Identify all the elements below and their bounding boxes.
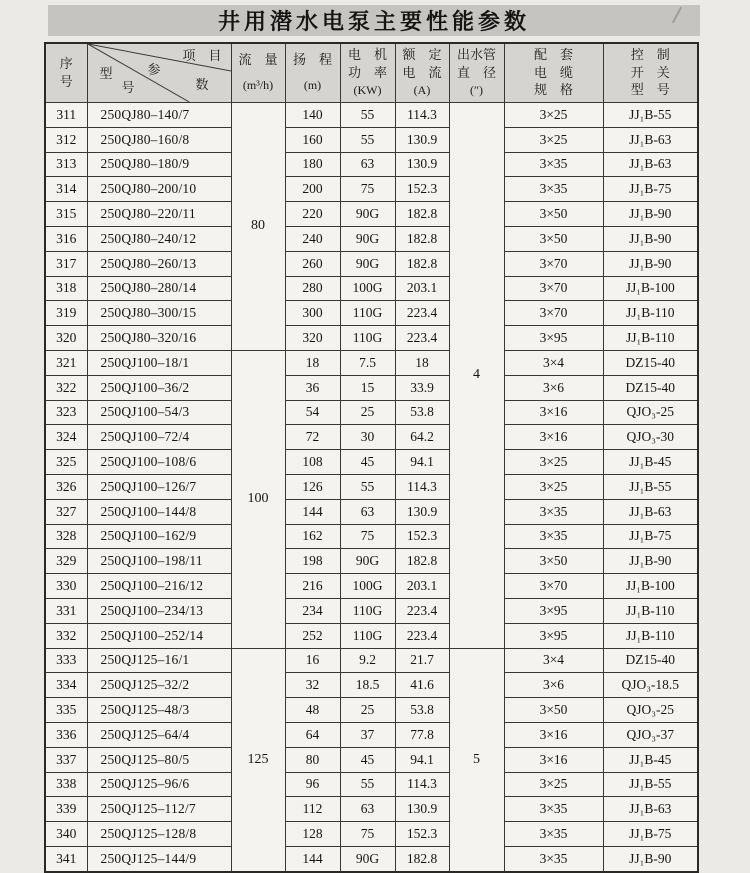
header-line: 规 格 [533, 81, 573, 97]
cell-model: 250QJ100–216/12 [87, 574, 231, 599]
cell-cable: 3×25 [504, 127, 603, 152]
cell-current: 130.9 [395, 127, 449, 152]
cell-current: 182.8 [395, 846, 449, 871]
cell-model: 250QJ125–48/3 [87, 698, 231, 723]
header-flow [231, 43, 285, 103]
cell-switch: JJ₁B-110 [603, 598, 698, 623]
cell-current: 182.8 [395, 251, 449, 276]
cell-serial: 325 [45, 450, 87, 475]
cell-model: 250QJ80–300/15 [87, 301, 231, 326]
cell-serial: 329 [45, 549, 87, 574]
cell-switch: QJO₃-25 [603, 400, 698, 425]
cell-current: 41.6 [395, 673, 449, 698]
cell-serial: 335 [45, 698, 87, 723]
table-row [45, 375, 698, 400]
cell-model: 250QJ80–160/8 [87, 127, 231, 152]
cell-cable: 3×50 [504, 549, 603, 574]
cell-serial: 324 [45, 425, 87, 450]
table-row [45, 226, 698, 251]
cell-head: 198 [285, 549, 340, 574]
cell-switch: JJ₁B-100 [603, 574, 698, 599]
cell-power: 15 [340, 375, 395, 400]
cell-switch: QJO₃-18.5 [603, 673, 698, 698]
cell-switch: DZ15-40 [603, 375, 698, 400]
cell-power: 110G [340, 301, 395, 326]
cell-power: 55 [340, 127, 395, 152]
table-row [45, 251, 698, 276]
cell-cable: 3×25 [504, 474, 603, 499]
cell-head: 180 [285, 152, 340, 177]
cell-model: 250QJ125–32/2 [87, 673, 231, 698]
cell-switch: JJ₁B-75 [603, 822, 698, 847]
cell-head: 220 [285, 202, 340, 227]
header-line: 电 流 [402, 65, 442, 81]
cell-current: 223.4 [395, 301, 449, 326]
cell-cable: 3×16 [504, 400, 603, 425]
cell-current: 182.8 [395, 226, 449, 251]
cell-serial: 311 [45, 103, 87, 128]
cell-current: 130.9 [395, 152, 449, 177]
diagonal-label-model1: 型 [99, 66, 113, 81]
cell-cable: 3×4 [504, 350, 603, 375]
cell-head: 144 [285, 846, 340, 871]
cell-power: 100G [340, 276, 395, 301]
cell-model: 250QJ80–260/13 [87, 251, 231, 276]
cell-model: 250QJ125–128/8 [87, 822, 231, 847]
header-line: 电 缆 [533, 64, 573, 80]
cell-flow: 80 [231, 103, 285, 351]
header-line: 出水管 [456, 47, 496, 63]
cell-current: 94.1 [395, 450, 449, 475]
cell-serial: 340 [45, 822, 87, 847]
cell-switch: JJ₁B-63 [603, 152, 698, 177]
table-row [45, 772, 698, 797]
cell-current: 64.2 [395, 425, 449, 450]
header-switch [603, 43, 698, 103]
cell-model: 250QJ80–320/16 [87, 326, 231, 351]
cell-power: 110G [340, 598, 395, 623]
table-row [45, 722, 698, 747]
table-row [45, 673, 698, 698]
diagonal-label-param2: 数 [195, 77, 209, 92]
cell-power: 110G [340, 623, 395, 648]
cell-current: 130.9 [395, 499, 449, 524]
cell-model: 250QJ125–80/5 [87, 747, 231, 772]
table-row [45, 474, 698, 499]
cell-cable: 3×16 [504, 722, 603, 747]
pump-parameters-table [44, 42, 699, 873]
header-model-diagonal [87, 43, 231, 103]
table-row [45, 499, 698, 524]
cell-power: 110G [340, 326, 395, 351]
table-row [45, 103, 698, 128]
cell-model: 250QJ125–64/4 [87, 722, 231, 747]
header-line: 额 定 [402, 47, 442, 63]
cell-head: 96 [285, 772, 340, 797]
cell-current: 114.3 [395, 103, 449, 128]
cell-switch: JJ₁B-75 [603, 524, 698, 549]
table-row [45, 623, 698, 648]
cell-current: 77.8 [395, 722, 449, 747]
table-body [45, 103, 698, 872]
header-line: 号 [59, 73, 73, 89]
cell-current: 182.8 [395, 202, 449, 227]
cell-model: 250QJ100–126/7 [87, 474, 231, 499]
cell-power: 90G [340, 251, 395, 276]
cell-cable: 3×25 [504, 772, 603, 797]
cell-cable: 3×35 [504, 822, 603, 847]
cell-power: 18.5 [340, 673, 395, 698]
cell-switch: JJ₁B-63 [603, 797, 698, 822]
cell-head: 234 [285, 598, 340, 623]
cell-current: 53.8 [395, 400, 449, 425]
cell-serial: 341 [45, 846, 87, 871]
cell-switch: JJ₁B-100 [603, 276, 698, 301]
cell-model: 250QJ100–234/13 [87, 598, 231, 623]
cell-power: 45 [340, 450, 395, 475]
cell-serial: 315 [45, 202, 87, 227]
cell-current: 203.1 [395, 276, 449, 301]
table-row [45, 797, 698, 822]
cell-model: 250QJ125–96/6 [87, 772, 231, 797]
cell-model: 250QJ100–252/14 [87, 623, 231, 648]
cell-serial: 314 [45, 177, 87, 202]
table-row [45, 574, 698, 599]
cell-power: 100G [340, 574, 395, 599]
cell-switch: JJ₁B-90 [603, 846, 698, 871]
cell-switch: JJ₁B-55 [603, 474, 698, 499]
cell-current: 223.4 [395, 598, 449, 623]
cell-switch: JJ₁B-55 [603, 772, 698, 797]
cell-serial: 332 [45, 623, 87, 648]
cell-current: 152.3 [395, 822, 449, 847]
cell-serial: 319 [45, 301, 87, 326]
cell-model: 250QJ80–200/10 [87, 177, 231, 202]
cell-head: 240 [285, 226, 340, 251]
table-row [45, 202, 698, 227]
header-line: 流 量 [238, 51, 278, 67]
table-row [45, 350, 698, 375]
cell-power: 63 [340, 797, 395, 822]
cell-switch: JJ₁B-75 [603, 177, 698, 202]
header-line: 控 制 [630, 47, 670, 63]
cell-current: 223.4 [395, 623, 449, 648]
cell-current: 182.8 [395, 549, 449, 574]
cell-model: 250QJ80–280/14 [87, 276, 231, 301]
header-head [285, 43, 340, 103]
cell-serial: 327 [45, 499, 87, 524]
header-outlet-diameter [449, 43, 504, 103]
table-row [45, 822, 698, 847]
table-row [45, 276, 698, 301]
cell-serial: 313 [45, 152, 87, 177]
cell-model: 250QJ80–240/12 [87, 226, 231, 251]
cell-serial: 331 [45, 598, 87, 623]
cell-head: 72 [285, 425, 340, 450]
header-line: 电 机 [347, 47, 387, 63]
table-row [45, 425, 698, 450]
cell-switch: JJ₁B-110 [603, 623, 698, 648]
cell-current: 94.1 [395, 747, 449, 772]
cell-cable: 3×95 [504, 623, 603, 648]
cell-cable: 3×35 [504, 797, 603, 822]
cell-serial: 312 [45, 127, 87, 152]
header-current [395, 43, 449, 103]
cell-switch: QJO₃-37 [603, 722, 698, 747]
cell-head: 128 [285, 822, 340, 847]
cell-model: 250QJ125–112/7 [87, 797, 231, 822]
table-row [45, 747, 698, 772]
cell-serial: 326 [45, 474, 87, 499]
cell-switch: JJ₁B-63 [603, 127, 698, 152]
table-row [45, 301, 698, 326]
header-line: 序 [59, 55, 73, 71]
cell-power: 25 [340, 698, 395, 723]
cell-power: 37 [340, 722, 395, 747]
cell-head: 252 [285, 623, 340, 648]
cell-model: 250QJ100–162/9 [87, 524, 231, 549]
cell-serial: 321 [45, 350, 87, 375]
cell-head: 32 [285, 673, 340, 698]
cell-power: 55 [340, 474, 395, 499]
cell-current: 114.3 [395, 772, 449, 797]
header-row [45, 43, 698, 103]
cell-serial: 337 [45, 747, 87, 772]
cell-cable: 3×16 [504, 425, 603, 450]
cell-cable: 3×50 [504, 202, 603, 227]
cell-serial: 334 [45, 673, 87, 698]
cell-cable: 3×95 [504, 326, 603, 351]
cell-power: 9.2 [340, 648, 395, 673]
cell-head: 140 [285, 103, 340, 128]
cell-current: 33.9 [395, 375, 449, 400]
cell-power: 55 [340, 772, 395, 797]
cell-cable: 3×25 [504, 103, 603, 128]
cell-cable: 3×25 [504, 450, 603, 475]
header-unit: (m) [303, 78, 322, 93]
header-line: 开 关 [630, 64, 670, 80]
cell-head: 126 [285, 474, 340, 499]
cell-current: 130.9 [395, 797, 449, 822]
cell-cable: 3×4 [504, 648, 603, 673]
cell-switch: JJ₁B-110 [603, 301, 698, 326]
cell-switch: QJO₃-25 [603, 698, 698, 723]
cell-head: 80 [285, 747, 340, 772]
cell-head: 36 [285, 375, 340, 400]
cell-serial: 336 [45, 722, 87, 747]
cell-outlet-diameter: 5 [449, 648, 504, 872]
cell-switch: DZ15-40 [603, 648, 698, 673]
cell-cable: 3×50 [504, 226, 603, 251]
cell-model: 250QJ100–36/2 [87, 375, 231, 400]
cell-power: 55 [340, 103, 395, 128]
cell-switch: JJ₁B-63 [603, 499, 698, 524]
cell-outlet-diameter: 4 [449, 103, 504, 649]
cell-head: 216 [285, 574, 340, 599]
table-row [45, 846, 698, 871]
cell-cable: 3×16 [504, 747, 603, 772]
cell-switch: QJO₃-30 [603, 425, 698, 450]
cell-current: 152.3 [395, 524, 449, 549]
table-row [45, 549, 698, 574]
cell-head: 162 [285, 524, 340, 549]
cell-serial: 339 [45, 797, 87, 822]
cell-head: 144 [285, 499, 340, 524]
cell-switch: JJ₁B-90 [603, 251, 698, 276]
header-power [340, 43, 395, 103]
cell-cable: 3×35 [504, 846, 603, 871]
cell-head: 160 [285, 127, 340, 152]
cell-power: 90G [340, 226, 395, 251]
header-line: 型 号 [630, 81, 670, 97]
cell-cable: 3×70 [504, 251, 603, 276]
cell-head: 64 [285, 722, 340, 747]
cell-head: 280 [285, 276, 340, 301]
cell-model: 250QJ125–144/9 [87, 846, 231, 871]
cell-cable: 3×70 [504, 301, 603, 326]
cell-head: 320 [285, 326, 340, 351]
cell-serial: 333 [45, 648, 87, 673]
cell-serial: 320 [45, 326, 87, 351]
cell-head: 48 [285, 698, 340, 723]
cell-head: 108 [285, 450, 340, 475]
cell-switch: JJ₁B-90 [603, 549, 698, 574]
cell-cable: 3×35 [504, 177, 603, 202]
cell-model: 250QJ100–108/6 [87, 450, 231, 475]
cell-serial: 328 [45, 524, 87, 549]
cell-power: 75 [340, 822, 395, 847]
header-unit: (m³/h) [242, 78, 274, 93]
cell-serial: 330 [45, 574, 87, 599]
cell-model: 250QJ80–180/9 [87, 152, 231, 177]
table-row [45, 598, 698, 623]
header-line: 功 率 [347, 65, 387, 81]
cell-current: 223.4 [395, 326, 449, 351]
cell-model: 250QJ100–18/1 [87, 350, 231, 375]
diagonal-label-model2: 号 [121, 80, 135, 95]
cell-cable: 3×35 [504, 152, 603, 177]
table-row [45, 450, 698, 475]
table-row [45, 400, 698, 425]
cell-power: 90G [340, 202, 395, 227]
cell-serial: 317 [45, 251, 87, 276]
header-unit: (″) [470, 82, 483, 97]
cell-serial: 322 [45, 375, 87, 400]
cell-power: 7.5 [340, 350, 395, 375]
table-row [45, 326, 698, 351]
cell-flow: 125 [231, 648, 285, 872]
header-line: 配 套 [533, 47, 573, 63]
cell-model: 250QJ100–72/4 [87, 425, 231, 450]
cell-power: 90G [340, 846, 395, 871]
diagonal-label-item: 项 目 [182, 48, 222, 63]
header-line: 直 径 [456, 65, 496, 81]
table-row [45, 648, 698, 673]
cell-model: 250QJ80–220/11 [87, 202, 231, 227]
cell-serial: 316 [45, 226, 87, 251]
cell-head: 300 [285, 301, 340, 326]
cell-switch: JJ₁B-90 [603, 226, 698, 251]
cell-cable: 3×70 [504, 276, 603, 301]
cell-serial: 323 [45, 400, 87, 425]
cell-switch: JJ₁B-110 [603, 326, 698, 351]
cell-cable: 3×95 [504, 598, 603, 623]
header-unit: (KW) [353, 82, 382, 97]
cell-current: 203.1 [395, 574, 449, 599]
cell-head: 112 [285, 797, 340, 822]
cell-switch: JJ₁B-90 [603, 202, 698, 227]
cell-power: 25 [340, 400, 395, 425]
table-row [45, 698, 698, 723]
cell-power: 63 [340, 152, 395, 177]
diagonal-label-param1: 参 [147, 62, 161, 77]
cell-head: 18 [285, 350, 340, 375]
cell-current: 152.3 [395, 177, 449, 202]
cell-cable: 3×70 [504, 574, 603, 599]
cell-head: 16 [285, 648, 340, 673]
page-title: 井用潜水电泵主要性能参数 [48, 5, 700, 36]
header-cable [504, 43, 603, 103]
cell-model: 250QJ100–198/11 [87, 549, 231, 574]
cell-cable: 3×50 [504, 698, 603, 723]
cell-cable: 3×35 [504, 524, 603, 549]
table-row [45, 152, 698, 177]
cell-model: 250QJ100–144/8 [87, 499, 231, 524]
table-row [45, 524, 698, 549]
header-line: 扬 程 [292, 51, 332, 67]
cell-switch: JJ₁B-55 [603, 103, 698, 128]
cell-power: 45 [340, 747, 395, 772]
cell-power: 90G [340, 549, 395, 574]
header-unit: (A) [413, 82, 431, 97]
cell-serial: 318 [45, 276, 87, 301]
cell-cable: 3×6 [504, 375, 603, 400]
cell-power: 75 [340, 524, 395, 549]
cell-cable: 3×35 [504, 499, 603, 524]
cell-cable: 3×6 [504, 673, 603, 698]
cell-power: 30 [340, 425, 395, 450]
cell-current: 21.7 [395, 648, 449, 673]
cell-power: 75 [340, 177, 395, 202]
cell-current: 18 [395, 350, 449, 375]
cell-current: 114.3 [395, 474, 449, 499]
cell-switch: JJ₁B-45 [603, 450, 698, 475]
cell-current: 53.8 [395, 698, 449, 723]
cell-serial: 338 [45, 772, 87, 797]
cell-head: 200 [285, 177, 340, 202]
header-serial [45, 43, 87, 103]
cell-switch: DZ15-40 [603, 350, 698, 375]
table-row [45, 127, 698, 152]
cell-head: 54 [285, 400, 340, 425]
cell-model: 250QJ80–140/7 [87, 103, 231, 128]
cell-power: 63 [340, 499, 395, 524]
cell-switch: JJ₁B-45 [603, 747, 698, 772]
table-row [45, 177, 698, 202]
cell-model: 250QJ125–16/1 [87, 648, 231, 673]
cell-model: 250QJ100–54/3 [87, 400, 231, 425]
cell-head: 260 [285, 251, 340, 276]
cell-flow: 100 [231, 350, 285, 648]
